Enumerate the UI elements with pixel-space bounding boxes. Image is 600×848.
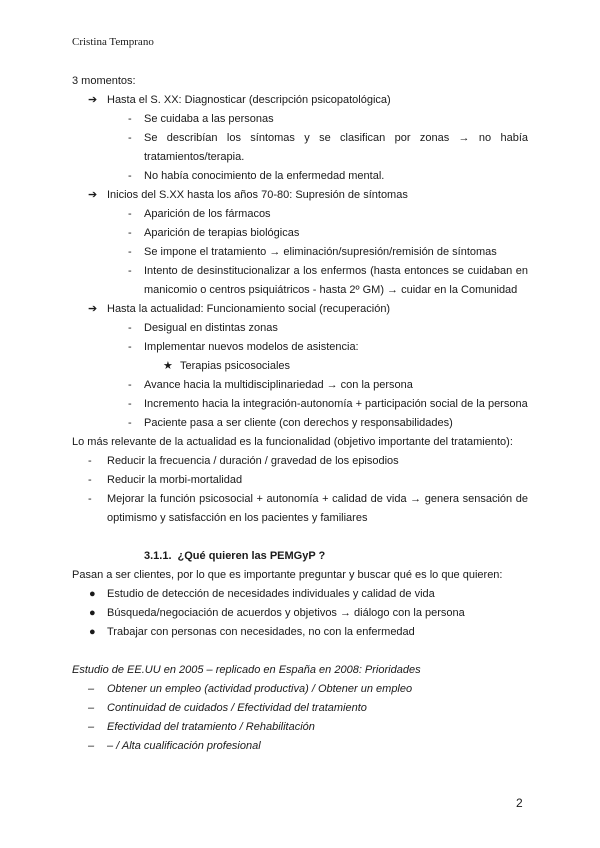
list-item: - Aparición de los fármacos xyxy=(128,208,271,220)
section-heading: 3.1.1. ¿Qué quieren las PEMGyP ? xyxy=(144,550,326,562)
list-item: - Avance hacia la multidisciplinariedad → con la persona xyxy=(128,379,413,391)
moment-1-heading: ➔ Hasta el S. XX: Diagnosticar (descripción psicopatológica) xyxy=(72,91,528,110)
document-body xyxy=(72,72,528,756)
list-item: - Se describían los síntomas y se clasifican por zonas → no había tratamientos/terapia. xyxy=(128,132,528,163)
list-item: ● Búsqueda/negociación de acuerdos y objetivos → diálogo con la persona xyxy=(72,604,528,623)
list-item: - Se cuidaba a las personas xyxy=(128,113,274,125)
star-bullet-icon: ★ xyxy=(163,360,173,372)
study-title: Estudio de EE.UU en 2005 – replicado en España en 2008: Prioridades xyxy=(72,664,421,676)
list-item: - Paciente pasa a ser cliente (con derechos y responsabilidades) xyxy=(128,417,453,429)
list-item: - Reducir la morbi-mortalidad xyxy=(88,474,243,486)
arrow-bullet-icon: ➔ xyxy=(88,94,98,106)
moment-3-heading: ➔ Hasta la actualidad: Funcionamiento social (recuperación) xyxy=(72,300,528,319)
list-item: - Reducir la frecuencia / duración / gravedad de los episodios xyxy=(88,455,399,467)
list-item: ● Estudio de detección de necesidades individuales y calidad de vida xyxy=(72,585,528,604)
arrow-bullet-icon: ➔ xyxy=(88,189,98,201)
list-item: – Obtener un empleo (actividad productiva) / Obtener un empleo xyxy=(88,683,413,695)
relevance-text: Lo más relevante de la actualidad es la funcionalidad (objetivo importante del tratamiento): xyxy=(72,436,513,448)
list-item: - Intento de desinstitucionalizar a los enfermos (hasta entonces se cuidaban en manicomio o centros psiquiátricos - hasta 2º GM) → cuidar en la Comunidad xyxy=(128,265,528,296)
moment-2-heading: ➔ Inicios del S.XX hasta los años 70-80: Supresión de síntomas xyxy=(72,186,528,205)
list-item: ● Trabajar con personas con necesidades, no con la enfermedad xyxy=(72,623,528,642)
list-item: - No había conocimiento de la enfermedad mental. xyxy=(128,170,385,182)
list-item: – – / Alta cualificación profesional xyxy=(88,740,261,752)
list-item: - Mejorar la función psicosocial + autonomía + calidad de vida → genera sensación de optimismo y satisfacción en los pacientes y familiares xyxy=(88,493,528,524)
list-item: - Se impone el tratamiento → eliminación/supresión/remisión de síntomas xyxy=(128,246,497,258)
dot-bullet-icon: ● xyxy=(89,588,96,600)
list-item: – Efectividad del tratamiento / Rehabilitación xyxy=(88,721,315,733)
list-item: – Continuidad de cuidados / Efectividad del tratamiento xyxy=(88,702,367,714)
page-number: 2 xyxy=(516,796,523,810)
sub-list-item: ★ Terapias psicosociales xyxy=(72,357,528,376)
list-item: - Implementar nuevos modelos de asistencia: xyxy=(128,341,359,353)
section-intro: Pasan a ser clientes, por lo que es importante preguntar y buscar qué es lo que quieren: xyxy=(72,569,503,581)
arrow-bullet-icon: ➔ xyxy=(88,303,98,315)
list-item: - Incremento hacia la integración-autonomía + participación social de la persona xyxy=(128,398,528,410)
dot-bullet-icon: ● xyxy=(89,626,96,638)
dot-bullet-icon: ● xyxy=(89,607,96,619)
list-item: - Desigual en distintas zonas xyxy=(128,322,278,334)
intro-text: 3 momentos: xyxy=(72,75,136,87)
list-item: - Aparición de terapias biológicas xyxy=(128,227,300,239)
page-header-author: Cristina Temprano xyxy=(72,36,154,48)
